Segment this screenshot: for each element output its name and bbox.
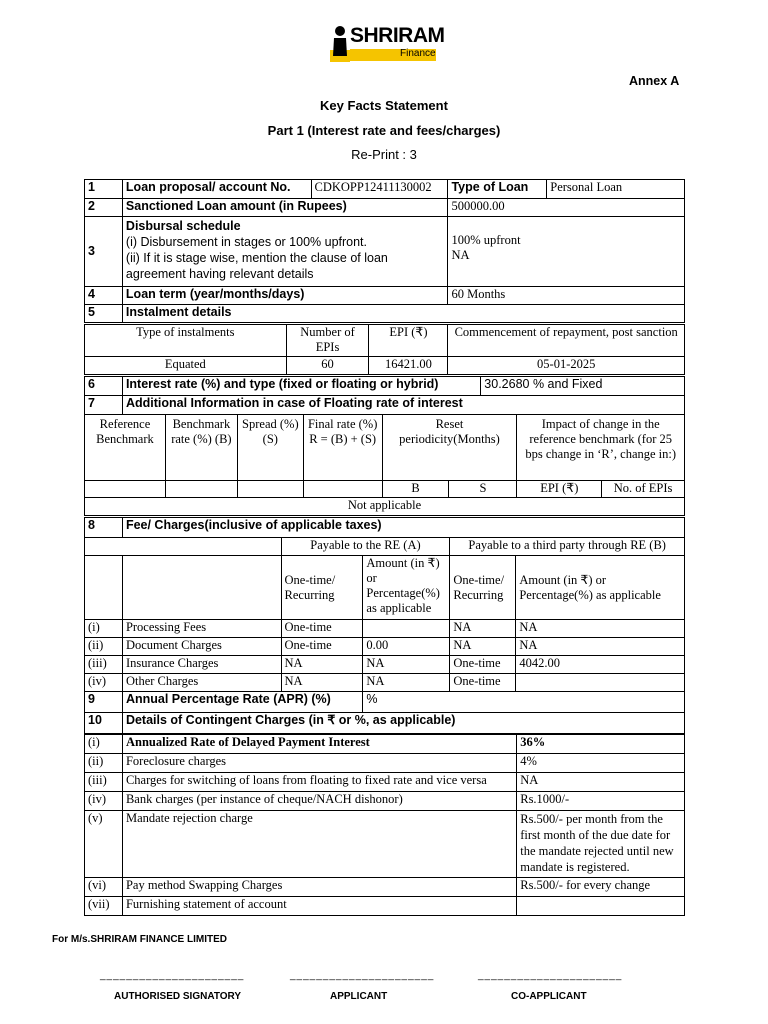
re-amount-header: Amount (in ₹) or Percentage(%) as applicable (363, 556, 450, 620)
row-number: 2 (85, 199, 123, 217)
contingent-name: Pay method Swapping Charges (122, 878, 516, 897)
contingent-name: Bank charges (per instance of cheque/NACH dishonor) (122, 792, 516, 811)
impact-header: Impact of change in the reference benchmark (for 25 bps change in ‘R’, change in:) (517, 415, 685, 481)
instalment-type-value: Equated (85, 357, 287, 375)
contingent-label: Details of Contingent Charges (in ₹ or %, as applicable) (122, 713, 684, 734)
instalment-label: Instalment details (122, 305, 684, 323)
disbursal-line1: (i) Disbursement in stages or 100% upfront. (125, 235, 368, 249)
logo-figure-icon (330, 24, 350, 62)
fee-row (85, 656, 685, 674)
ref-benchmark-header: Reference Benchmark (85, 415, 166, 481)
contingent-table (84, 734, 685, 916)
fee-re-amount: NA (363, 656, 450, 674)
contingent-row (85, 811, 685, 878)
fee-third-type: One-time (450, 674, 516, 692)
row-number: 10 (85, 713, 123, 734)
reset-s-header: S (449, 481, 517, 498)
signature-line-applicant: ______________________ (290, 970, 435, 981)
instalment-count-value: 60 (286, 357, 369, 375)
fee-name: Document Charges (122, 638, 281, 656)
floating-na: Not applicable (85, 498, 685, 516)
reset-b-header: B (382, 481, 449, 498)
contingent-row (85, 897, 685, 916)
contingent-row (85, 754, 685, 773)
fee-no: (iv) (85, 674, 123, 692)
contingent-name: Annualized Rate of Delayed Payment Interest (122, 735, 516, 754)
fee-row (85, 620, 685, 638)
fee-third-amount: NA (516, 638, 685, 656)
floating-info-label: Additional Information in case of Floating rate of interest (122, 396, 684, 415)
applicant-label: APPLICANT (330, 991, 388, 1002)
sanctioned-amount-label: Sanctioned Loan amount (in Rupees) (122, 199, 448, 217)
contingent-no: (i) (85, 735, 123, 754)
contingent-value: Rs.500/- per month from the first month of the due date for the mandate rejected until new mandate is registered. (517, 811, 685, 878)
row-number: 6 (85, 377, 123, 396)
fee-row (85, 674, 685, 692)
interest-rate-value: 30.2680 % and Fixed (481, 377, 685, 396)
contingent-row (85, 792, 685, 811)
epi-header: EPI (₹) (369, 325, 448, 357)
contingent-value: 4% (517, 754, 685, 773)
contingent-row (85, 735, 685, 754)
benchmark-rate-header: Benchmark rate (%) (B) (165, 415, 237, 481)
reset-header: Reset periodicity(Months) (382, 415, 517, 481)
impact-epi-header: EPI (₹) (517, 481, 602, 498)
final-rate-header: Final rate (%) R = (B) + (S) (303, 415, 382, 481)
fee-name: Insurance Charges (122, 656, 281, 674)
fee-no: (ii) (85, 638, 123, 656)
contingent-no: (ii) (85, 754, 123, 773)
interest-rate-label: Interest rate (%) and type (fixed or floating or hybrid) (122, 377, 480, 396)
signature-line-coapplicant: ______________________ (478, 970, 623, 981)
instalment-count-header: Number of EPIs (286, 325, 369, 357)
contingent-no: (vi) (85, 878, 123, 897)
fee-third-amount: NA (516, 620, 685, 638)
logo-sub: Finance (400, 48, 436, 59)
loan-type-label: Type of Loan (448, 180, 547, 199)
interest-table (84, 376, 685, 415)
instalment-type-header: Type of instalments (85, 325, 287, 357)
fee-third-amount: 4042.00 (516, 656, 685, 674)
fee-no: (iii) (85, 656, 123, 674)
fee-third-amount (516, 674, 685, 692)
fee-name: Other Charges (122, 674, 281, 692)
instalment-table (84, 324, 685, 375)
contingent-no: (iv) (85, 792, 123, 811)
impact-epis-header: No. of EPIs (602, 481, 685, 498)
fee-row (85, 638, 685, 656)
doc-part: Part 1 (Interest rate and fees/charges) (267, 123, 501, 138)
contingent-name: Mandate rejection charge (122, 811, 516, 878)
kfs-table-main (84, 179, 685, 323)
fee-third-type: One-time (450, 656, 516, 674)
row-number: 5 (85, 305, 123, 323)
fee-third-type: NA (450, 620, 516, 638)
contingent-no: (vii) (85, 897, 123, 916)
fee-re-type: NA (281, 674, 363, 692)
contingent-no: (v) (85, 811, 123, 878)
fee-re-amount (363, 620, 450, 638)
authorised-signatory-label: AUTHORISED SIGNATORY (114, 991, 242, 1002)
disbursal-value2: NA (451, 248, 470, 262)
third-amount-header: Amount (in ₹) or Percentage(%) as applicable (516, 556, 685, 620)
fee-re-type: NA (281, 656, 363, 674)
row-number: 4 (85, 287, 123, 305)
contingent-value: Rs.500/- for every change (517, 878, 685, 897)
commencement-value: 05-01-2025 (448, 357, 685, 375)
signature-line-authorised: ______________________ (100, 970, 245, 981)
payable-re-header: Payable to the RE (A) (281, 538, 450, 556)
doc-title: Key Facts Statement (320, 98, 448, 113)
coapplicant-label: CO-APPLICANT (511, 991, 587, 1002)
row-number: 9 (85, 692, 123, 713)
loan-type-value: Personal Loan (547, 180, 685, 199)
annex-label: Annex A (629, 74, 680, 88)
row-number: 1 (85, 180, 123, 199)
contingent-name: Furnishing statement of account (122, 897, 516, 916)
row-number: 8 (85, 518, 123, 538)
reprint-label: Re-Print : 3 (351, 147, 417, 162)
fee-third-type: NA (450, 638, 516, 656)
fee-re-type: One-time (281, 638, 363, 656)
commencement-header: Commencement of repayment, post sanction (448, 325, 685, 357)
spread-header: Spread (%) (S) (237, 415, 303, 481)
fees-table (84, 517, 685, 734)
loan-term-value: 60 Months (448, 287, 685, 305)
fee-name: Processing Fees (122, 620, 281, 638)
disbursal-label: Disbursal schedule (125, 219, 241, 233)
re-onetime-header: One-time/ Recurring (281, 556, 363, 620)
disbursal-value1: 100% upfront (451, 233, 521, 247)
contingent-name: Charges for switching of loans from floating to fixed rate and vice versa (122, 773, 516, 792)
fees-label: Fee/ Charges(inclusive of applicable taxes) (122, 518, 684, 538)
fee-re-amount: NA (363, 674, 450, 692)
company-name: For M/s.SHRIRAM FINANCE LIMITED (52, 934, 227, 945)
account-no-value: CDKOPP12411130002 (311, 180, 448, 199)
contingent-no: (iii) (85, 773, 123, 792)
contingent-value: 36% (517, 735, 685, 754)
logo-name: SHRIRAM (350, 24, 445, 47)
row-number: 7 (85, 396, 123, 415)
sanctioned-amount-value: 500000.00 (448, 199, 685, 217)
disbursal-line2: (ii) If it is stage wise, mention the clause of loan agreement having relevant details (125, 251, 388, 281)
fee-no: (i) (85, 620, 123, 638)
contingent-value: Rs.1000/- (517, 792, 685, 811)
row-number: 3 (85, 217, 123, 287)
third-onetime-header: One-time/ Recurring (450, 556, 516, 620)
contingent-row (85, 773, 685, 792)
fee-re-type: One-time (281, 620, 363, 638)
apr-label: Annual Percentage Rate (APR) (%) (122, 692, 362, 713)
apr-value: % (363, 692, 685, 713)
epi-value: 16421.00 (369, 357, 448, 375)
company-logo (330, 22, 445, 64)
contingent-name: Foreclosure charges (122, 754, 516, 773)
payable-third-header: Payable to a third party through RE (B) (450, 538, 685, 556)
account-no-label: Loan proposal/ account No. (122, 180, 311, 199)
fee-re-amount: 0.00 (363, 638, 450, 656)
floating-table (84, 414, 685, 516)
contingent-row (85, 878, 685, 897)
contingent-value (517, 897, 685, 916)
loan-term-label: Loan term (year/months/days) (122, 287, 448, 305)
contingent-value: NA (517, 773, 685, 792)
